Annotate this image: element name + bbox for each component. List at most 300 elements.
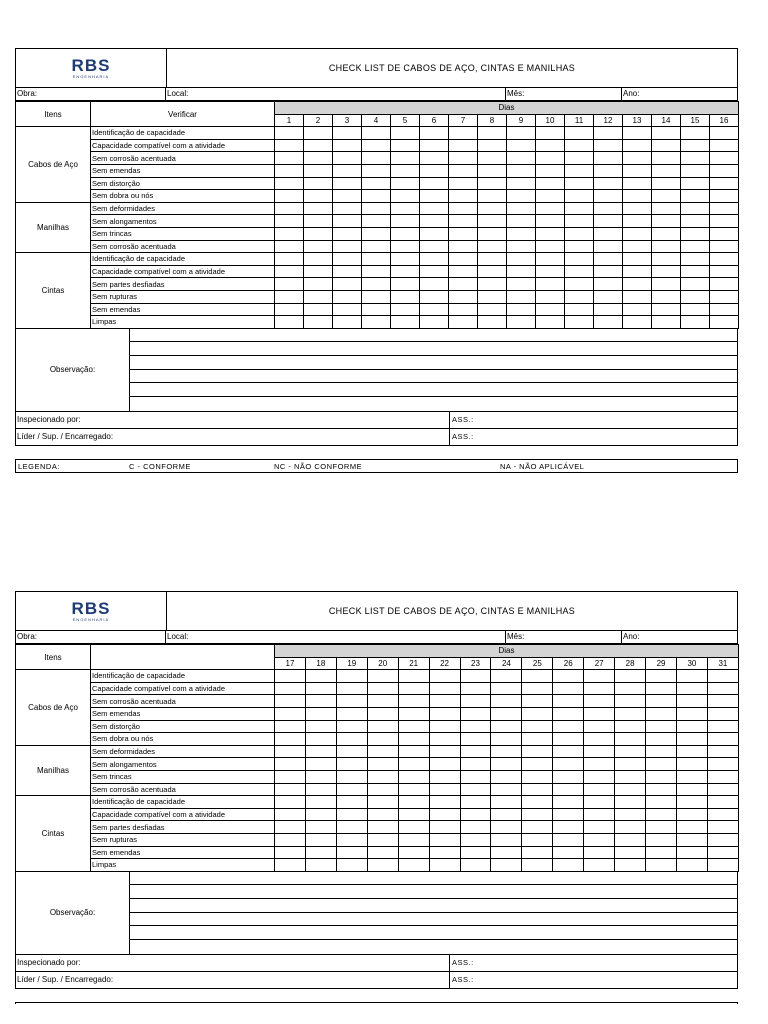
- check-cell[interactable]: [710, 303, 739, 316]
- check-cell[interactable]: [449, 152, 478, 165]
- check-cell[interactable]: [594, 240, 623, 253]
- check-cell[interactable]: [565, 215, 594, 228]
- check-cell[interactable]: [681, 265, 710, 278]
- check-cell[interactable]: [522, 859, 553, 872]
- check-cell[interactable]: [565, 190, 594, 203]
- check-cell[interactable]: [707, 720, 738, 733]
- check-cell[interactable]: [429, 733, 460, 746]
- check-cell[interactable]: [710, 164, 739, 177]
- check-cell[interactable]: [333, 265, 362, 278]
- check-cell[interactable]: [615, 682, 646, 695]
- check-cell[interactable]: [646, 859, 677, 872]
- check-cell[interactable]: [553, 682, 584, 695]
- check-cell[interactable]: [491, 833, 522, 846]
- check-cell[interactable]: [710, 227, 739, 240]
- check-cell[interactable]: [367, 733, 398, 746]
- check-cell[interactable]: [491, 745, 522, 758]
- check-cell[interactable]: [333, 227, 362, 240]
- check-cell[interactable]: [584, 796, 615, 809]
- check-cell[interactable]: [594, 139, 623, 152]
- check-cell[interactable]: [275, 707, 306, 720]
- check-cell[interactable]: [391, 227, 420, 240]
- check-cell[interactable]: [275, 139, 304, 152]
- check-cell[interactable]: [391, 139, 420, 152]
- check-cell[interactable]: [522, 720, 553, 733]
- check-cell[interactable]: [491, 796, 522, 809]
- check-cell[interactable]: [362, 253, 391, 266]
- check-cell[interactable]: [275, 152, 304, 165]
- check-cell[interactable]: [491, 808, 522, 821]
- check-cell[interactable]: [565, 227, 594, 240]
- check-cell[interactable]: [646, 821, 677, 834]
- check-cell[interactable]: [275, 265, 304, 278]
- check-cell[interactable]: [333, 139, 362, 152]
- check-cell[interactable]: [336, 821, 367, 834]
- check-cell[interactable]: [681, 139, 710, 152]
- check-cell[interactable]: [565, 127, 594, 140]
- check-cell[interactable]: [449, 177, 478, 190]
- check-cell[interactable]: [478, 290, 507, 303]
- check-cell[interactable]: [710, 139, 739, 152]
- ano-field[interactable]: Ano:: [623, 89, 640, 98]
- check-cell[interactable]: [676, 707, 707, 720]
- check-cell[interactable]: [646, 682, 677, 695]
- check-cell[interactable]: [646, 707, 677, 720]
- check-cell[interactable]: [536, 278, 565, 291]
- check-cell[interactable]: [491, 770, 522, 783]
- check-cell[interactable]: [707, 707, 738, 720]
- check-cell[interactable]: [507, 152, 536, 165]
- check-cell[interactable]: [275, 316, 304, 329]
- check-cell[interactable]: [333, 190, 362, 203]
- check-cell[interactable]: [507, 253, 536, 266]
- check-cell[interactable]: [676, 808, 707, 821]
- check-cell[interactable]: [565, 278, 594, 291]
- check-cell[interactable]: [460, 707, 491, 720]
- check-cell[interactable]: [478, 303, 507, 316]
- check-cell[interactable]: [275, 290, 304, 303]
- check-cell[interactable]: [275, 783, 306, 796]
- check-cell[interactable]: [449, 278, 478, 291]
- check-cell[interactable]: [362, 190, 391, 203]
- check-cell[interactable]: [594, 127, 623, 140]
- check-cell[interactable]: [507, 139, 536, 152]
- check-cell[interactable]: [676, 695, 707, 708]
- check-cell[interactable]: [478, 253, 507, 266]
- check-cell[interactable]: [333, 303, 362, 316]
- check-cell[interactable]: [336, 707, 367, 720]
- check-cell[interactable]: [652, 164, 681, 177]
- check-cell[interactable]: [710, 265, 739, 278]
- check-cell[interactable]: [304, 177, 333, 190]
- check-cell[interactable]: [522, 808, 553, 821]
- check-cell[interactable]: [710, 253, 739, 266]
- check-cell[interactable]: [333, 240, 362, 253]
- check-cell[interactable]: [367, 846, 398, 859]
- check-cell[interactable]: [565, 152, 594, 165]
- check-cell[interactable]: [676, 846, 707, 859]
- check-cell[interactable]: [275, 796, 306, 809]
- check-cell[interactable]: [478, 316, 507, 329]
- check-cell[interactable]: [565, 177, 594, 190]
- check-cell[interactable]: [305, 770, 336, 783]
- check-cell[interactable]: [584, 720, 615, 733]
- leader-signature[interactable]: ASS.:: [452, 974, 474, 984]
- check-cell[interactable]: [522, 796, 553, 809]
- check-cell[interactable]: [594, 253, 623, 266]
- check-cell[interactable]: [681, 177, 710, 190]
- check-cell[interactable]: [536, 164, 565, 177]
- check-cell[interactable]: [420, 127, 449, 140]
- inspector-field[interactable]: Inspecionado por:: [16, 955, 450, 971]
- check-cell[interactable]: [623, 177, 652, 190]
- check-cell[interactable]: [336, 720, 367, 733]
- check-cell[interactable]: [391, 253, 420, 266]
- check-cell[interactable]: [681, 202, 710, 215]
- check-cell[interactable]: [594, 152, 623, 165]
- leader-field[interactable]: Líder / Sup. / Encarregado:: [16, 972, 450, 988]
- check-cell[interactable]: [478, 152, 507, 165]
- check-cell[interactable]: [615, 796, 646, 809]
- check-cell[interactable]: [553, 821, 584, 834]
- check-cell[interactable]: [336, 846, 367, 859]
- check-cell[interactable]: [304, 290, 333, 303]
- check-cell[interactable]: [707, 859, 738, 872]
- check-cell[interactable]: [367, 758, 398, 771]
- check-cell[interactable]: [710, 240, 739, 253]
- observation-line[interactable]: [130, 913, 737, 927]
- check-cell[interactable]: [362, 202, 391, 215]
- check-cell[interactable]: [429, 720, 460, 733]
- check-cell[interactable]: [398, 733, 429, 746]
- check-cell[interactable]: [646, 758, 677, 771]
- check-cell[interactable]: [615, 745, 646, 758]
- check-cell[interactable]: [594, 278, 623, 291]
- check-cell[interactable]: [391, 177, 420, 190]
- check-cell[interactable]: [275, 240, 304, 253]
- check-cell[interactable]: [333, 164, 362, 177]
- check-cell[interactable]: [429, 859, 460, 872]
- check-cell[interactable]: [449, 215, 478, 228]
- check-cell[interactable]: [305, 707, 336, 720]
- check-cell[interactable]: [623, 227, 652, 240]
- check-cell[interactable]: [305, 758, 336, 771]
- mes-field[interactable]: Mês:: [506, 631, 622, 643]
- check-cell[interactable]: [275, 821, 306, 834]
- observation-line[interactable]: [130, 329, 737, 343]
- check-cell[interactable]: [362, 278, 391, 291]
- check-cell[interactable]: [491, 758, 522, 771]
- check-cell[interactable]: [681, 253, 710, 266]
- check-cell[interactable]: [676, 745, 707, 758]
- check-cell[interactable]: [522, 821, 553, 834]
- mes-field[interactable]: Mês:: [506, 88, 622, 100]
- inspector-signature[interactable]: ASS.:: [452, 957, 474, 967]
- check-cell[interactable]: [536, 303, 565, 316]
- check-cell[interactable]: [429, 682, 460, 695]
- check-cell[interactable]: [681, 164, 710, 177]
- check-cell[interactable]: [646, 770, 677, 783]
- check-cell[interactable]: [449, 227, 478, 240]
- observation-line[interactable]: [130, 885, 737, 899]
- check-cell[interactable]: [429, 695, 460, 708]
- check-cell[interactable]: [449, 253, 478, 266]
- check-cell[interactable]: [507, 278, 536, 291]
- check-cell[interactable]: [305, 783, 336, 796]
- check-cell[interactable]: [646, 720, 677, 733]
- check-cell[interactable]: [522, 758, 553, 771]
- check-cell[interactable]: [336, 833, 367, 846]
- observation-line[interactable]: [130, 926, 737, 940]
- check-cell[interactable]: [460, 758, 491, 771]
- check-cell[interactable]: [646, 670, 677, 683]
- observation-line[interactable]: [130, 872, 737, 886]
- check-cell[interactable]: [449, 240, 478, 253]
- check-cell[interactable]: [553, 808, 584, 821]
- check-cell[interactable]: [275, 859, 306, 872]
- check-cell[interactable]: [707, 783, 738, 796]
- check-cell[interactable]: [623, 152, 652, 165]
- check-cell[interactable]: [398, 770, 429, 783]
- check-cell[interactable]: [429, 758, 460, 771]
- check-cell[interactable]: [391, 190, 420, 203]
- check-cell[interactable]: [707, 695, 738, 708]
- check-cell[interactable]: [336, 783, 367, 796]
- check-cell[interactable]: [362, 164, 391, 177]
- check-cell[interactable]: [367, 720, 398, 733]
- local-field[interactable]: Local:: [166, 631, 506, 643]
- check-cell[interactable]: [460, 770, 491, 783]
- check-cell[interactable]: [681, 227, 710, 240]
- check-cell[interactable]: [710, 202, 739, 215]
- check-cell[interactable]: [623, 303, 652, 316]
- check-cell[interactable]: [336, 682, 367, 695]
- check-cell[interactable]: [584, 695, 615, 708]
- check-cell[interactable]: [553, 770, 584, 783]
- check-cell[interactable]: [681, 303, 710, 316]
- check-cell[interactable]: [398, 695, 429, 708]
- check-cell[interactable]: [584, 808, 615, 821]
- check-cell[interactable]: [429, 770, 460, 783]
- check-cell[interactable]: [584, 682, 615, 695]
- check-cell[interactable]: [707, 846, 738, 859]
- check-cell[interactable]: [460, 682, 491, 695]
- check-cell[interactable]: [491, 707, 522, 720]
- check-cell[interactable]: [305, 670, 336, 683]
- check-cell[interactable]: [420, 278, 449, 291]
- check-cell[interactable]: [449, 265, 478, 278]
- check-cell[interactable]: [398, 707, 429, 720]
- check-cell[interactable]: [460, 833, 491, 846]
- check-cell[interactable]: [304, 139, 333, 152]
- check-cell[interactable]: [491, 859, 522, 872]
- check-cell[interactable]: [367, 833, 398, 846]
- check-cell[interactable]: [652, 278, 681, 291]
- check-cell[interactable]: [304, 152, 333, 165]
- check-cell[interactable]: [652, 240, 681, 253]
- check-cell[interactable]: [594, 202, 623, 215]
- check-cell[interactable]: [652, 303, 681, 316]
- check-cell[interactable]: [460, 695, 491, 708]
- check-cell[interactable]: [449, 190, 478, 203]
- check-cell[interactable]: [710, 316, 739, 329]
- check-cell[interactable]: [275, 733, 306, 746]
- check-cell[interactable]: [615, 707, 646, 720]
- check-cell[interactable]: [420, 265, 449, 278]
- check-cell[interactable]: [367, 707, 398, 720]
- check-cell[interactable]: [367, 821, 398, 834]
- check-cell[interactable]: [304, 265, 333, 278]
- check-cell[interactable]: [615, 720, 646, 733]
- check-cell[interactable]: [594, 227, 623, 240]
- check-cell[interactable]: [553, 720, 584, 733]
- check-cell[interactable]: [507, 215, 536, 228]
- check-cell[interactable]: [522, 670, 553, 683]
- check-cell[interactable]: [652, 190, 681, 203]
- check-cell[interactable]: [491, 670, 522, 683]
- check-cell[interactable]: [275, 758, 306, 771]
- check-cell[interactable]: [553, 833, 584, 846]
- check-cell[interactable]: [652, 253, 681, 266]
- observation-line[interactable]: [130, 383, 737, 397]
- check-cell[interactable]: [362, 316, 391, 329]
- check-cell[interactable]: [491, 682, 522, 695]
- check-cell[interactable]: [460, 670, 491, 683]
- check-cell[interactable]: [478, 240, 507, 253]
- check-cell[interactable]: [676, 758, 707, 771]
- check-cell[interactable]: [646, 733, 677, 746]
- check-cell[interactable]: [584, 783, 615, 796]
- check-cell[interactable]: [304, 190, 333, 203]
- check-cell[interactable]: [362, 152, 391, 165]
- check-cell[interactable]: [398, 720, 429, 733]
- check-cell[interactable]: [623, 290, 652, 303]
- check-cell[interactable]: [565, 139, 594, 152]
- check-cell[interactable]: [391, 202, 420, 215]
- check-cell[interactable]: [460, 859, 491, 872]
- check-cell[interactable]: [362, 215, 391, 228]
- check-cell[interactable]: [553, 846, 584, 859]
- check-cell[interactable]: [391, 240, 420, 253]
- check-cell[interactable]: [615, 846, 646, 859]
- check-cell[interactable]: [420, 253, 449, 266]
- check-cell[interactable]: [584, 859, 615, 872]
- check-cell[interactable]: [304, 240, 333, 253]
- check-cell[interactable]: [305, 833, 336, 846]
- check-cell[interactable]: [362, 290, 391, 303]
- check-cell[interactable]: [460, 783, 491, 796]
- check-cell[interactable]: [565, 240, 594, 253]
- check-cell[interactable]: [333, 127, 362, 140]
- check-cell[interactable]: [536, 190, 565, 203]
- check-cell[interactable]: [522, 695, 553, 708]
- check-cell[interactable]: [449, 202, 478, 215]
- check-cell[interactable]: [676, 682, 707, 695]
- check-cell[interactable]: [275, 177, 304, 190]
- check-cell[interactable]: [429, 796, 460, 809]
- check-cell[interactable]: [420, 215, 449, 228]
- check-cell[interactable]: [536, 227, 565, 240]
- check-cell[interactable]: [646, 695, 677, 708]
- check-cell[interactable]: [391, 278, 420, 291]
- check-cell[interactable]: [398, 745, 429, 758]
- obra-field[interactable]: Obra:: [16, 631, 166, 643]
- check-cell[interactable]: [333, 177, 362, 190]
- check-cell[interactable]: [391, 265, 420, 278]
- check-cell[interactable]: [460, 720, 491, 733]
- check-cell[interactable]: [367, 808, 398, 821]
- observation-line[interactable]: [130, 370, 737, 384]
- check-cell[interactable]: [275, 846, 306, 859]
- check-cell[interactable]: [478, 177, 507, 190]
- check-cell[interactable]: [336, 758, 367, 771]
- check-cell[interactable]: [681, 278, 710, 291]
- check-cell[interactable]: [429, 670, 460, 683]
- check-cell[interactable]: [707, 745, 738, 758]
- check-cell[interactable]: [275, 745, 306, 758]
- check-cell[interactable]: [460, 821, 491, 834]
- check-cell[interactable]: [362, 227, 391, 240]
- check-cell[interactable]: [449, 303, 478, 316]
- check-cell[interactable]: [676, 833, 707, 846]
- check-cell[interactable]: [305, 695, 336, 708]
- check-cell[interactable]: [707, 770, 738, 783]
- leader-signature[interactable]: ASS.:: [452, 431, 474, 441]
- check-cell[interactable]: [536, 202, 565, 215]
- check-cell[interactable]: [275, 770, 306, 783]
- check-cell[interactable]: [420, 164, 449, 177]
- check-cell[interactable]: [652, 227, 681, 240]
- check-cell[interactable]: [710, 152, 739, 165]
- check-cell[interactable]: [676, 859, 707, 872]
- check-cell[interactable]: [275, 720, 306, 733]
- check-cell[interactable]: [391, 127, 420, 140]
- check-cell[interactable]: [275, 215, 304, 228]
- check-cell[interactable]: [565, 265, 594, 278]
- ano-field[interactable]: Ano:: [623, 632, 640, 641]
- check-cell[interactable]: [362, 127, 391, 140]
- check-cell[interactable]: [507, 240, 536, 253]
- check-cell[interactable]: [398, 859, 429, 872]
- check-cell[interactable]: [333, 202, 362, 215]
- check-cell[interactable]: [367, 770, 398, 783]
- check-cell[interactable]: [391, 164, 420, 177]
- check-cell[interactable]: [565, 202, 594, 215]
- check-cell[interactable]: [333, 316, 362, 329]
- check-cell[interactable]: [398, 833, 429, 846]
- check-cell[interactable]: [553, 758, 584, 771]
- check-cell[interactable]: [652, 265, 681, 278]
- check-cell[interactable]: [304, 316, 333, 329]
- check-cell[interactable]: [676, 733, 707, 746]
- check-cell[interactable]: [336, 796, 367, 809]
- check-cell[interactable]: [615, 833, 646, 846]
- check-cell[interactable]: [522, 770, 553, 783]
- check-cell[interactable]: [491, 846, 522, 859]
- check-cell[interactable]: [420, 202, 449, 215]
- check-cell[interactable]: [646, 833, 677, 846]
- check-cell[interactable]: [681, 240, 710, 253]
- check-cell[interactable]: [336, 670, 367, 683]
- check-cell[interactable]: [460, 808, 491, 821]
- check-cell[interactable]: [367, 695, 398, 708]
- observation-line[interactable]: [130, 899, 737, 913]
- check-cell[interactable]: [623, 316, 652, 329]
- check-cell[interactable]: [646, 745, 677, 758]
- check-cell[interactable]: [615, 695, 646, 708]
- check-cell[interactable]: [707, 833, 738, 846]
- check-cell[interactable]: [398, 670, 429, 683]
